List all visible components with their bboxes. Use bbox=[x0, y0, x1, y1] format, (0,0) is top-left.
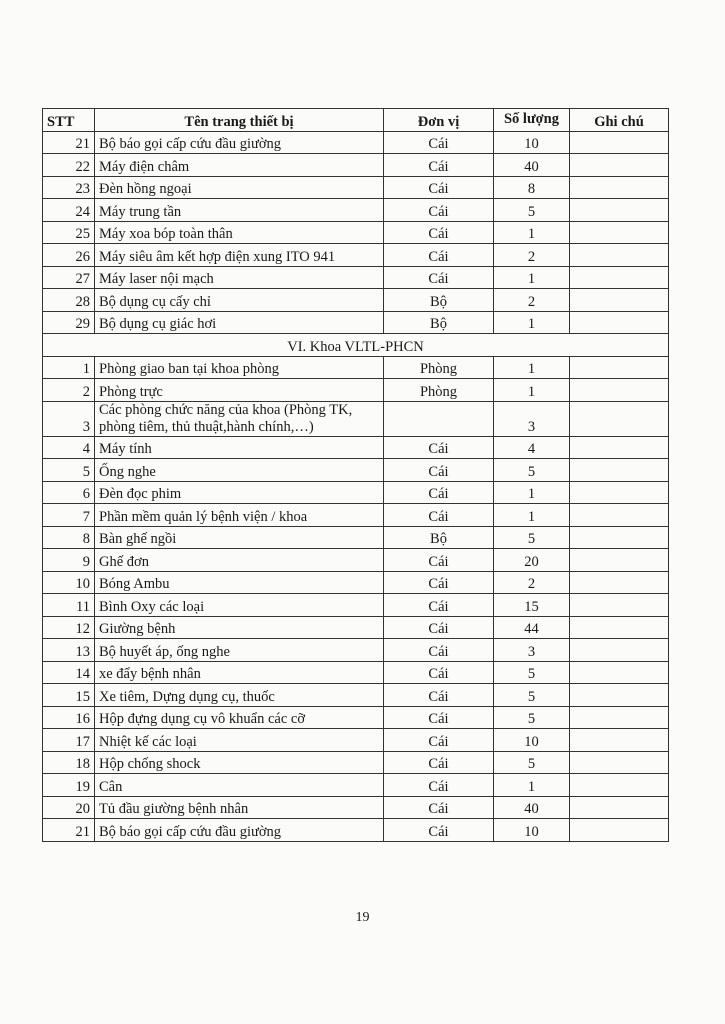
equipment-table bbox=[42, 108, 669, 842]
row-unit: Cái bbox=[384, 176, 494, 199]
row-note bbox=[570, 379, 669, 402]
row-name: Phòng giao ban tại khoa phòng bbox=[95, 356, 384, 379]
table-row bbox=[43, 481, 669, 504]
row-note bbox=[570, 526, 669, 549]
table-row bbox=[43, 594, 669, 617]
table-row bbox=[43, 751, 669, 774]
row-qty: 1 bbox=[494, 266, 570, 289]
row-name: Các phòng chức năng của khoa (Phòng TK, phòng tiêm, thủ thuật,hành chính,…) bbox=[95, 401, 384, 436]
row-note bbox=[570, 356, 669, 379]
row-qty: 44 bbox=[494, 616, 570, 639]
row-unit: Cái bbox=[384, 504, 494, 527]
row-name: xe đẩy bệnh nhân bbox=[95, 661, 384, 684]
row-unit: Bộ bbox=[384, 289, 494, 312]
row-note bbox=[570, 244, 669, 267]
row-qty: 1 bbox=[494, 379, 570, 402]
row-stt: 6 bbox=[43, 481, 95, 504]
row-name: Cân bbox=[95, 774, 384, 797]
table-row bbox=[43, 131, 669, 154]
table-row bbox=[43, 729, 669, 752]
row-qty: 5 bbox=[494, 751, 570, 774]
row-note bbox=[570, 504, 669, 527]
row-unit bbox=[384, 401, 494, 436]
row-qty: 8 bbox=[494, 176, 570, 199]
row-unit: Cái bbox=[384, 729, 494, 752]
row-name: Máy trung tần bbox=[95, 199, 384, 222]
row-unit: Cái bbox=[384, 571, 494, 594]
row-name: Nhiệt kế các loại bbox=[95, 729, 384, 752]
row-stt: 27 bbox=[43, 266, 95, 289]
row-stt: 21 bbox=[43, 819, 95, 842]
table-row bbox=[43, 684, 669, 707]
table-header-row bbox=[43, 109, 669, 132]
table-row bbox=[43, 616, 669, 639]
row-qty: 1 bbox=[494, 221, 570, 244]
row-qty: 5 bbox=[494, 684, 570, 707]
row-qty: 1 bbox=[494, 504, 570, 527]
row-name: Bộ dụng cụ giác hơi bbox=[95, 311, 384, 334]
row-note bbox=[570, 684, 669, 707]
row-unit: Cái bbox=[384, 481, 494, 504]
row-note bbox=[570, 549, 669, 572]
header-stt: STT bbox=[43, 109, 95, 132]
row-note bbox=[570, 266, 669, 289]
table-row bbox=[43, 289, 669, 312]
row-name: Phần mềm quản lý bệnh viện / khoa bbox=[95, 504, 384, 527]
row-qty: 20 bbox=[494, 549, 570, 572]
row-name: Máy tính bbox=[95, 436, 384, 459]
row-name: Bộ dụng cụ cấy chỉ bbox=[95, 289, 384, 312]
row-note bbox=[570, 459, 669, 482]
section-row bbox=[43, 334, 669, 357]
row-stt: 7 bbox=[43, 504, 95, 527]
row-unit: Cái bbox=[384, 819, 494, 842]
row-note bbox=[570, 639, 669, 662]
row-name: Bộ báo gọi cấp cứu đầu giường bbox=[95, 131, 384, 154]
row-stt: 19 bbox=[43, 774, 95, 797]
row-note bbox=[570, 311, 669, 334]
row-stt: 17 bbox=[43, 729, 95, 752]
row-unit: Cái bbox=[384, 266, 494, 289]
row-name: Bóng Ambu bbox=[95, 571, 384, 594]
table-row bbox=[43, 401, 669, 436]
row-stt: 16 bbox=[43, 706, 95, 729]
row-unit: Cái bbox=[384, 706, 494, 729]
row-unit: Cái bbox=[384, 661, 494, 684]
row-unit: Cái bbox=[384, 154, 494, 177]
row-note bbox=[570, 706, 669, 729]
table-row bbox=[43, 221, 669, 244]
row-qty: 3 bbox=[494, 401, 570, 436]
table-row bbox=[43, 266, 669, 289]
row-qty: 1 bbox=[494, 481, 570, 504]
header-unit: Đơn vị bbox=[384, 109, 494, 132]
row-name: Bàn ghế ngồi bbox=[95, 526, 384, 549]
row-unit: Phòng bbox=[384, 379, 494, 402]
row-note bbox=[570, 289, 669, 312]
row-name: Ống nghe bbox=[95, 459, 384, 482]
row-qty: 40 bbox=[494, 796, 570, 819]
row-qty: 4 bbox=[494, 436, 570, 459]
row-stt: 22 bbox=[43, 154, 95, 177]
table-row bbox=[43, 774, 669, 797]
row-unit: Cái bbox=[384, 131, 494, 154]
row-note bbox=[570, 176, 669, 199]
row-stt: 11 bbox=[43, 594, 95, 617]
row-note bbox=[570, 729, 669, 752]
row-name: Máy siêu âm kết hợp điện xung ITO 941 bbox=[95, 244, 384, 267]
row-stt: 26 bbox=[43, 244, 95, 267]
row-unit: Cái bbox=[384, 594, 494, 617]
row-stt: 1 bbox=[43, 356, 95, 379]
row-name: Hộp chống shock bbox=[95, 751, 384, 774]
row-unit: Cái bbox=[384, 244, 494, 267]
row-name: Ghế đơn bbox=[95, 549, 384, 572]
header-note: Ghi chú bbox=[570, 109, 669, 132]
table-row bbox=[43, 244, 669, 267]
row-stt: 9 bbox=[43, 549, 95, 572]
row-name: Tủ đầu giường bệnh nhân bbox=[95, 796, 384, 819]
row-unit: Cái bbox=[384, 459, 494, 482]
row-qty: 1 bbox=[494, 356, 570, 379]
row-name: Bộ báo gọi cấp cứu đầu giường bbox=[95, 819, 384, 842]
row-unit: Cái bbox=[384, 436, 494, 459]
table-row bbox=[43, 199, 669, 222]
row-note bbox=[570, 131, 669, 154]
row-note bbox=[570, 571, 669, 594]
row-stt: 2 bbox=[43, 379, 95, 402]
row-qty: 5 bbox=[494, 661, 570, 684]
table-row bbox=[43, 379, 669, 402]
row-name: Máy laser nội mạch bbox=[95, 266, 384, 289]
page-number: 19 bbox=[355, 910, 370, 925]
table-row bbox=[43, 549, 669, 572]
row-stt: 15 bbox=[43, 684, 95, 707]
row-stt: 20 bbox=[43, 796, 95, 819]
row-stt: 8 bbox=[43, 526, 95, 549]
row-unit: Bộ bbox=[384, 311, 494, 334]
row-qty: 5 bbox=[494, 459, 570, 482]
row-note bbox=[570, 436, 669, 459]
row-qty: 10 bbox=[494, 729, 570, 752]
row-name: Giường bệnh bbox=[95, 616, 384, 639]
row-stt: 10 bbox=[43, 571, 95, 594]
row-qty: 1 bbox=[494, 774, 570, 797]
table-row bbox=[43, 436, 669, 459]
row-name: Bình Oxy các loại bbox=[95, 594, 384, 617]
table-row bbox=[43, 706, 669, 729]
row-unit: Cái bbox=[384, 639, 494, 662]
row-note bbox=[570, 796, 669, 819]
row-unit: Bộ bbox=[384, 526, 494, 549]
row-qty: 5 bbox=[494, 199, 570, 222]
table-row bbox=[43, 504, 669, 527]
table-row bbox=[43, 571, 669, 594]
row-unit: Cái bbox=[384, 796, 494, 819]
row-name: Xe tiêm, Dựng dụng cụ, thuốc bbox=[95, 684, 384, 707]
row-stt: 21 bbox=[43, 131, 95, 154]
row-name: Máy xoa bóp toàn thân bbox=[95, 221, 384, 244]
row-name: Máy điện châm bbox=[95, 154, 384, 177]
row-unit: Cái bbox=[384, 616, 494, 639]
row-stt: 13 bbox=[43, 639, 95, 662]
row-stt: 12 bbox=[43, 616, 95, 639]
row-stt: 24 bbox=[43, 199, 95, 222]
table-row bbox=[43, 311, 669, 334]
row-note bbox=[570, 661, 669, 684]
row-qty: 2 bbox=[494, 289, 570, 312]
row-unit: Cái bbox=[384, 751, 494, 774]
row-stt: 4 bbox=[43, 436, 95, 459]
header-qty: Số lượng bbox=[494, 109, 570, 132]
row-note bbox=[570, 221, 669, 244]
row-note bbox=[570, 774, 669, 797]
row-qty: 40 bbox=[494, 154, 570, 177]
row-qty: 1 bbox=[494, 311, 570, 334]
row-note bbox=[570, 154, 669, 177]
row-unit: Cái bbox=[384, 684, 494, 707]
table-row bbox=[43, 154, 669, 177]
row-stt: 23 bbox=[43, 176, 95, 199]
row-stt: 29 bbox=[43, 311, 95, 334]
table-body bbox=[43, 131, 669, 841]
row-name: Đèn đọc phim bbox=[95, 481, 384, 504]
row-note bbox=[570, 616, 669, 639]
row-name: Đèn hồng ngoại bbox=[95, 176, 384, 199]
row-qty: 10 bbox=[494, 131, 570, 154]
table-row bbox=[43, 639, 669, 662]
row-qty: 3 bbox=[494, 639, 570, 662]
row-note bbox=[570, 819, 669, 842]
row-stt: 3 bbox=[43, 401, 95, 436]
row-note bbox=[570, 199, 669, 222]
row-unit: Cái bbox=[384, 221, 494, 244]
row-qty: 5 bbox=[494, 706, 570, 729]
row-unit: Cái bbox=[384, 199, 494, 222]
row-name: Hộp đựng dụng cụ vô khuẩn các cỡ bbox=[95, 706, 384, 729]
row-name: Phòng trực bbox=[95, 379, 384, 402]
section-title: VI. Khoa VLTL-PHCN bbox=[43, 334, 669, 357]
table-row bbox=[43, 661, 669, 684]
table-row bbox=[43, 356, 669, 379]
row-qty: 2 bbox=[494, 244, 570, 267]
row-stt: 5 bbox=[43, 459, 95, 482]
row-stt: 14 bbox=[43, 661, 95, 684]
table-row bbox=[43, 796, 669, 819]
row-stt: 18 bbox=[43, 751, 95, 774]
row-unit: Cái bbox=[384, 774, 494, 797]
row-note bbox=[570, 401, 669, 436]
row-qty: 5 bbox=[494, 526, 570, 549]
table-row bbox=[43, 819, 669, 842]
row-qty: 10 bbox=[494, 819, 570, 842]
table-row bbox=[43, 176, 669, 199]
row-name: Bộ huyết áp, ống nghe bbox=[95, 639, 384, 662]
table-row bbox=[43, 526, 669, 549]
row-stt: 28 bbox=[43, 289, 95, 312]
row-qty: 15 bbox=[494, 594, 570, 617]
row-qty: 2 bbox=[494, 571, 570, 594]
header-name: Tên trang thiết bị bbox=[95, 109, 384, 132]
row-unit: Cái bbox=[384, 549, 494, 572]
row-note bbox=[570, 481, 669, 504]
table-row bbox=[43, 459, 669, 482]
row-note bbox=[570, 594, 669, 617]
row-stt: 25 bbox=[43, 221, 95, 244]
row-note bbox=[570, 751, 669, 774]
row-unit: Phòng bbox=[384, 356, 494, 379]
